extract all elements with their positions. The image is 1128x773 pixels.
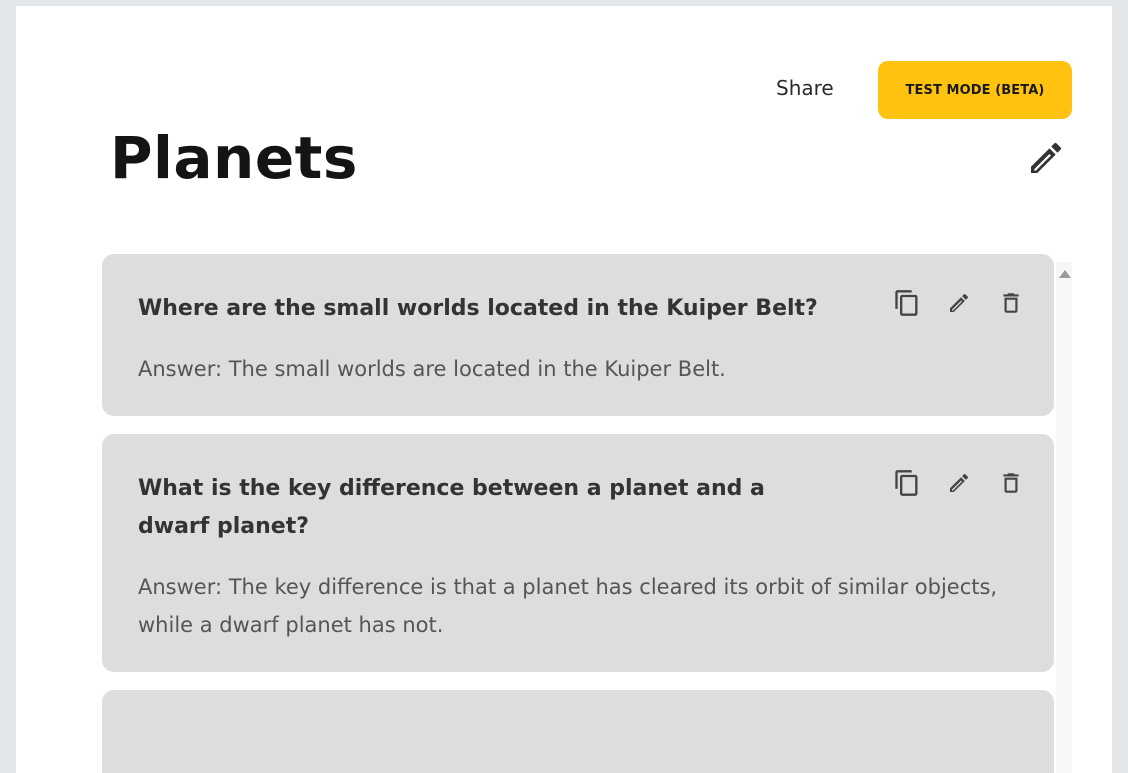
edit-button[interactable] (944, 288, 974, 318)
page-title: Planets (110, 124, 358, 192)
scroll-up-arrow-icon[interactable] (1059, 270, 1071, 278)
main-panel (16, 6, 1112, 773)
flashcard[interactable] (102, 434, 1054, 672)
delete-button[interactable] (996, 288, 1026, 318)
copy-icon (893, 289, 921, 317)
card-actions (892, 288, 1026, 318)
delete-button[interactable] (996, 468, 1026, 498)
edit-button[interactable] (944, 468, 974, 498)
share-link[interactable]: Share (776, 76, 834, 100)
card-answer: Answer: The small worlds are located in the Kuiper Belt. (138, 357, 726, 381)
edit-title-button[interactable] (1026, 138, 1066, 178)
flashcard[interactable] (102, 254, 1054, 416)
card-answer: Answer: The key difference is that a planet has cleared its orbit of similar objects, while a dwarf planet has not. (138, 575, 998, 637)
trash-icon (998, 470, 1024, 496)
flashcard-list (102, 254, 1054, 773)
pencil-icon (947, 471, 971, 495)
card-actions (892, 468, 1026, 498)
card-question: What is the key difference between a planet and a dwarf planet? (138, 476, 765, 539)
copy-button[interactable] (892, 468, 922, 498)
pencil-icon (947, 291, 971, 315)
pencil-icon (1026, 138, 1066, 178)
copy-button[interactable] (892, 288, 922, 318)
copy-icon (893, 469, 921, 497)
flashcard[interactable] (102, 690, 1054, 773)
test-mode-button[interactable]: TEST MODE (BETA) (878, 61, 1072, 119)
card-question: Where are the small worlds located in the Kuiper Belt? (138, 296, 818, 321)
trash-icon (998, 290, 1024, 316)
scrollbar-track[interactable] (1056, 262, 1072, 773)
